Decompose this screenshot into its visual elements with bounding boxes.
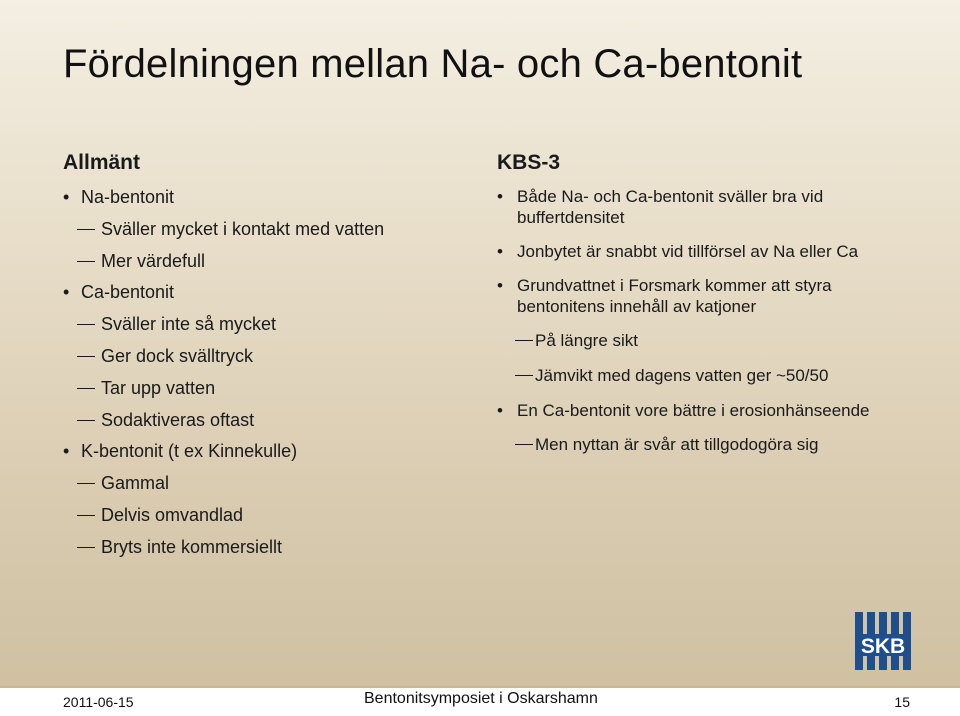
bullet-text: Sväller inte så mycket — [101, 314, 277, 335]
bullet-text: Ger dock svälltryck — [101, 345, 254, 366]
left-bullet-list — [63, 186, 463, 568]
bullet-item — [63, 281, 463, 313]
right-bullet-list — [497, 186, 897, 455]
bullet-item — [63, 440, 463, 472]
page-number: 15 — [894, 694, 910, 710]
sub-bullet-item — [63, 218, 463, 250]
bullet-text: Grundvattnet i Forsmark kommer att styra bentonitens innehåll av katjoner — [517, 276, 832, 316]
sub-bullet-item — [497, 365, 897, 386]
right-column — [497, 150, 897, 469]
bullet-text: Bryts inte kommersiellt — [101, 536, 283, 557]
dash-icon — [515, 444, 533, 445]
bullet-text: Sväller mycket i kontakt med vatten — [101, 218, 385, 239]
dash-icon — [515, 375, 533, 376]
skb-logo — [855, 612, 911, 670]
bullet-item — [497, 275, 897, 317]
sub-bullet-item — [497, 330, 897, 351]
footer-bar — [0, 686, 960, 716]
bullet-text: Men nyttan är svår att tillgodogöra sig — [535, 435, 819, 454]
bullet-icon: • — [63, 187, 70, 207]
bullet-text: Både Na- och Ca-bentonit sväller bra vid buffertdensitet — [517, 187, 824, 227]
dash-icon — [77, 388, 95, 389]
right-heading: KBS-3 — [497, 151, 561, 174]
bullet-icon: • — [497, 276, 503, 295]
bullet-icon: • — [497, 242, 503, 261]
sub-bullet-item — [63, 536, 463, 568]
bullet-text: Na-bentonit — [81, 187, 175, 207]
dash-icon — [77, 261, 95, 262]
dash-icon — [77, 324, 95, 325]
bullet-text: Jonbytet är snabbt vid tillförsel av Na eller Ca — [517, 242, 859, 261]
sub-bullet-item — [497, 434, 897, 455]
sub-bullet-item — [63, 504, 463, 536]
dash-icon — [77, 483, 95, 484]
bullet-icon: • — [497, 187, 503, 206]
bullet-text: K-bentonit (t ex Kinnekulle) — [81, 441, 298, 462]
slide-title: Fördelningen mellan Na- och Ca-bentonit — [63, 42, 803, 86]
sub-bullet-item — [63, 409, 463, 441]
bullet-text: Ca-bentonit — [81, 282, 175, 303]
bullet-text: Gammal — [101, 473, 170, 494]
left-heading: Allmänt — [63, 151, 141, 174]
bullet-item — [497, 400, 897, 421]
bullet-icon: • — [63, 282, 70, 303]
bullet-text: Mer värdefull — [101, 250, 206, 271]
dash-icon — [515, 340, 533, 341]
bullet-text: Jämvikt med dagens vatten ger ~50/50 — [535, 366, 829, 385]
bullet-icon: • — [63, 441, 70, 462]
dash-icon — [77, 229, 95, 230]
bullet-text: Delvis omvandlad — [101, 504, 244, 525]
sub-bullet-item — [63, 313, 463, 345]
bullet-icon: • — [497, 401, 503, 420]
footer-event: Bentonitsymposiet i Oskarshamn — [364, 690, 598, 707]
left-column — [63, 150, 463, 568]
bullet-text: Sodaktiveras oftast — [101, 409, 255, 430]
dash-icon — [77, 515, 95, 516]
bullet-item — [497, 241, 897, 262]
sub-bullet-item — [63, 250, 463, 282]
bullet-item — [63, 186, 463, 218]
sub-bullet-item — [63, 377, 463, 409]
bullet-item — [497, 186, 897, 228]
sub-bullet-item — [63, 472, 463, 504]
dash-icon — [77, 356, 95, 357]
sub-bullet-item — [63, 345, 463, 377]
bullet-text: Tar upp vatten — [101, 377, 216, 398]
dash-icon — [77, 547, 95, 548]
logo-text: SKB — [860, 635, 906, 658]
bullet-text: På längre sikt — [535, 331, 638, 350]
bullet-text: En Ca-bentonit vore bättre i erosionhänseende — [517, 401, 870, 420]
dash-icon — [77, 420, 95, 421]
footer-date: 2011-06-15 — [63, 694, 134, 710]
